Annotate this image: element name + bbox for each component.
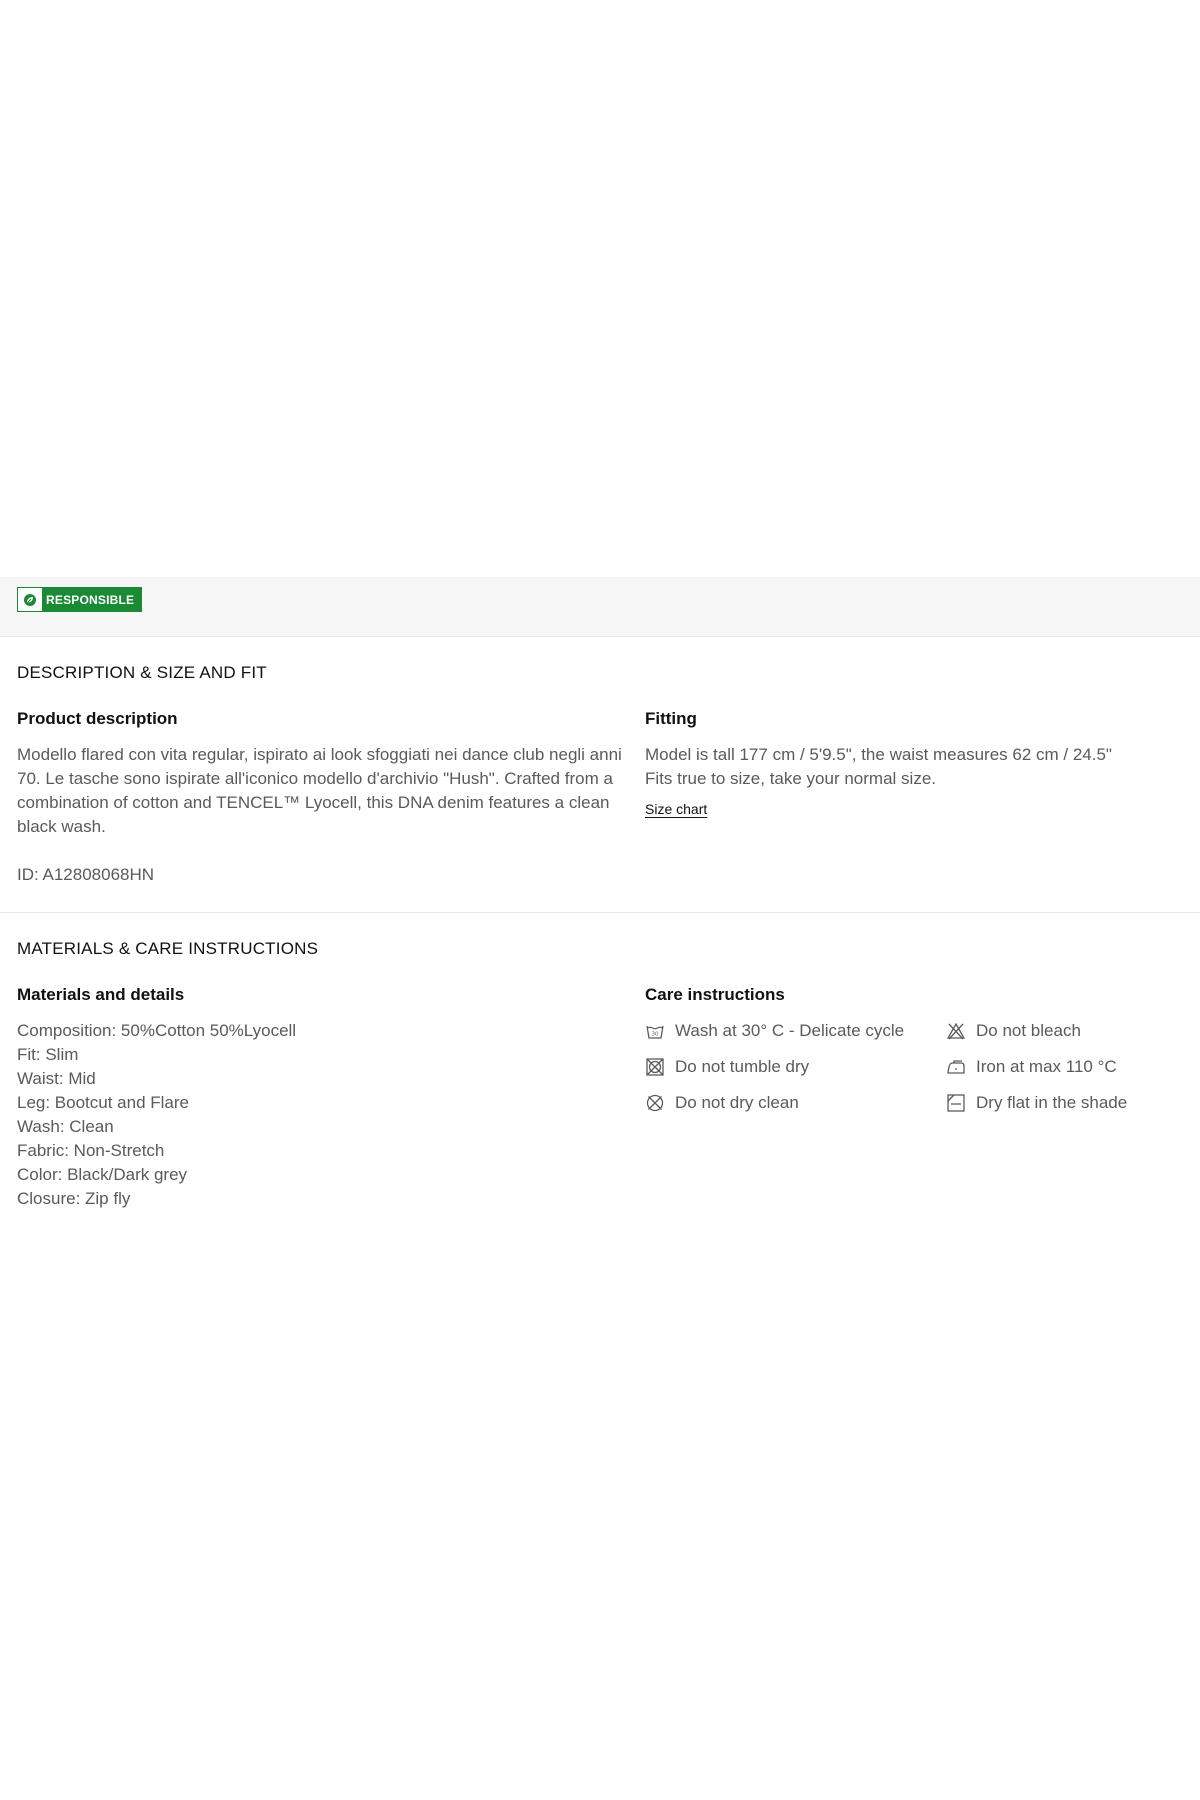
- badge-label: RESPONSIBLE: [46, 592, 135, 607]
- product-description-block: [17, 709, 645, 887]
- material-fabric: Fabric: Non-Stretch: [17, 1141, 165, 1160]
- iron-low-icon: [946, 1057, 966, 1077]
- care-item-wash: [645, 1019, 946, 1043]
- fitting-line-size: Fits true to size, take your normal size.: [645, 769, 936, 788]
- product-id: ID: A12808068HN: [17, 865, 155, 884]
- responsible-badge: [17, 587, 142, 612]
- size-chart-link[interactable]: Size chart: [645, 801, 708, 817]
- badge-band: [0, 577, 1200, 637]
- material-composition: Composition: 50%Cotton 50%Lyocell: [17, 1021, 297, 1040]
- fitting-heading: Fitting: [645, 709, 697, 728]
- leaf-icon: [18, 588, 42, 611]
- care-item-dry-flat: [946, 1091, 1175, 1115]
- care-item-tumble: [645, 1055, 946, 1079]
- care-item-dry-clean: [645, 1091, 946, 1115]
- materials-section: [0, 913, 1200, 1241]
- care-label-dry-clean: Do not dry clean: [675, 1093, 799, 1112]
- care-label-tumble: Do not tumble dry: [675, 1057, 810, 1076]
- product-image-area: [0, 0, 1200, 577]
- care-label-dry-flat: Dry flat in the shade: [976, 1093, 1128, 1112]
- product-description-heading: Product description: [17, 709, 178, 728]
- no-bleach-icon: [946, 1021, 966, 1041]
- description-section-title: DESCRIPTION & SIZE AND FIT: [17, 663, 267, 682]
- material-leg: Leg: Bootcut and Flare: [17, 1093, 190, 1112]
- fitting-block: [645, 709, 1175, 887]
- materials-section-title: MATERIALS & CARE INSTRUCTIONS: [17, 939, 319, 958]
- material-fit: Fit: Slim: [17, 1045, 79, 1064]
- no-dry-clean-icon: [645, 1093, 665, 1113]
- wash-30-icon: [645, 1021, 665, 1041]
- care-item-iron: [946, 1055, 1175, 1079]
- material-wash: Wash: Clean: [17, 1117, 114, 1136]
- care-heading: Care instructions: [645, 985, 785, 1004]
- materials-heading: Materials and details: [17, 985, 185, 1004]
- material-color: Color: Black/Dark grey: [17, 1165, 188, 1184]
- no-tumble-dry-icon: [645, 1057, 665, 1077]
- description-section: [0, 637, 1200, 913]
- material-waist: Waist: Mid: [17, 1069, 96, 1088]
- care-grid: [645, 1019, 1175, 1115]
- care-label-wash: Wash at 30° C - Delicate cycle: [675, 1021, 905, 1040]
- product-description-text: Modello flared con vita regular, ispirato ai look sfoggiati nei dance club negli anni 70. Le tasche sono ispirate all'iconico modello d'archivio "Hush". Crafted from a combination of cotton and TENCEL™ Lyocell, this DNA denim features a clean black wash.: [17, 745, 622, 836]
- materials-block: [17, 985, 645, 1211]
- materials-list: [17, 1019, 625, 1211]
- svg-text:30: 30: [651, 1031, 659, 1038]
- care-block: [645, 985, 1175, 1211]
- fitting-line-model: Model is tall 177 cm / 5'9.5", the waist measures 62 cm / 24.5": [645, 745, 1112, 764]
- care-label-bleach: Do not bleach: [976, 1021, 1081, 1040]
- material-closure: Closure: Zip fly: [17, 1189, 131, 1208]
- care-label-iron: Iron at max 110 °C: [976, 1057, 1117, 1076]
- care-item-bleach: [946, 1019, 1175, 1043]
- dry-flat-shade-icon: [946, 1093, 966, 1113]
